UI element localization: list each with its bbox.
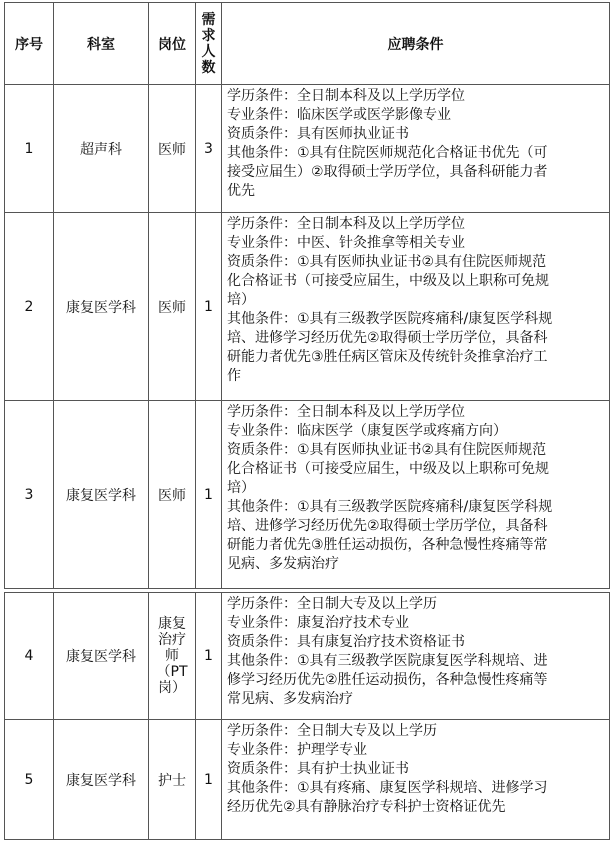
- requirement-line: 化合格证书（可接受应届生，中级及以上职称可免规: [227, 461, 549, 477]
- row-requirements: [222, 213, 610, 401]
- requirement-line: 其他条件：①具有三级教学医院康复医学科规培、进: [227, 653, 548, 669]
- row-index: 5: [5, 720, 54, 840]
- row-position: 医师: [149, 213, 196, 401]
- row-department: 康复医学科: [54, 213, 149, 401]
- row-position: [149, 593, 196, 720]
- requirement-line: 其他条件：①具有住院医师规范化合格证书优先（可: [227, 145, 548, 161]
- requirement-line: 学历条件：全日制大专及以上学历: [227, 723, 437, 739]
- position-line: 师: [165, 648, 179, 664]
- recruitment-table-lower: [4, 592, 610, 840]
- requirement-line: 专业条件：护理学专业: [227, 742, 367, 758]
- requirement-line: 其他条件：①具有疼痛、康复医学科规培、进修学习: [227, 780, 548, 796]
- table-row: [5, 213, 610, 401]
- row-count: 1: [196, 593, 222, 720]
- row-position: 医师: [149, 401, 196, 589]
- header-count-char: 人: [201, 43, 216, 60]
- row-index: 2: [5, 213, 54, 401]
- requirement-line: 专业条件：中医、针灸推拿等相关专业: [227, 235, 465, 251]
- table-row: [5, 401, 610, 589]
- requirement-line: 学历条件：全日制本科及以上学历学位: [227, 88, 465, 104]
- row-position: 医师: [149, 85, 196, 213]
- requirement-line: 资质条件：具有护士执业证书: [227, 761, 409, 777]
- header-department: 科室: [54, 3, 149, 85]
- requirement-line: 其他条件：①具有三级教学医院疼痛科/康复医学科规: [227, 499, 553, 515]
- row-requirements: [222, 85, 610, 213]
- position-line: 岗）: [158, 680, 186, 696]
- table-row: [5, 720, 610, 840]
- requirement-line: 资质条件：具有医师执业证书: [227, 126, 409, 142]
- requirement-line: 常见病、多发病治疗: [227, 691, 353, 707]
- requirement-line: 培、进修学习经历优先②取得硕士学历学位，具备科: [227, 330, 548, 346]
- header-requirements: 应聘条件: [222, 3, 610, 85]
- requirement-line: 作: [227, 368, 241, 384]
- requirement-line: 学历条件：全日制本科及以上学历学位: [227, 404, 465, 420]
- requirement-line: 专业条件：临床医学或医学影像专业: [227, 107, 451, 123]
- position-line: 康复: [158, 616, 186, 632]
- requirement-line: 专业条件：临床医学（康复医学或疼痛方向）: [227, 423, 507, 439]
- row-requirements: [222, 720, 610, 840]
- row-requirements: [222, 593, 610, 720]
- row-department: 康复医学科: [54, 401, 149, 589]
- requirement-line: 修学习经历优先②胜任运动损伤，各种急慢性疼痛等: [227, 672, 548, 688]
- requirement-line: 资质条件：①具有医师执业证书②具有住院医师规范: [227, 254, 547, 270]
- requirement-line: 优先: [227, 183, 255, 199]
- row-index: 3: [5, 401, 54, 589]
- row-count: 1: [196, 401, 222, 589]
- row-requirements: [222, 401, 610, 589]
- row-count: 3: [196, 85, 222, 213]
- requirement-line: 培）: [227, 480, 255, 496]
- row-position: 护士: [149, 720, 196, 840]
- requirement-line: 培、进修学习经历优先②取得硕士学历学位，具备科: [227, 518, 548, 534]
- requirement-line: 专业条件：康复治疗技术专业: [227, 615, 409, 631]
- table-row: [5, 593, 610, 720]
- requirement-line: 接受应届生）②取得硕士学历学位，具备科研能力者: [227, 164, 548, 180]
- row-count: 1: [196, 720, 222, 840]
- requirement-line: 资质条件：具有康复治疗技术资格证书: [227, 634, 465, 650]
- header-count-char: 求: [201, 27, 216, 44]
- header-count: [196, 3, 222, 85]
- row-department: 康复医学科: [54, 593, 149, 720]
- requirement-line: 研能力者优先③胜任运动损伤，各种急慢性疼痛等常: [227, 537, 548, 553]
- position-line: 治疗: [158, 632, 186, 648]
- row-index: 1: [5, 85, 54, 213]
- requirement-line: 化合格证书（可接受应届生，中级及以上职称可免规: [227, 273, 549, 289]
- position-line: （PT: [156, 664, 188, 680]
- header-count-char: 需: [201, 11, 216, 28]
- header-row: [5, 3, 610, 85]
- requirement-line: 见病、多发病治疗: [227, 556, 339, 572]
- header-position: 岗位: [149, 3, 196, 85]
- requirement-line: 学历条件：全日制本科及以上学历学位: [227, 216, 465, 232]
- requirement-line: 资质条件：①具有医师执业证书②具有住院医师规范: [227, 442, 547, 458]
- row-department: 康复医学科: [54, 720, 149, 840]
- header-index: 序号: [5, 3, 54, 85]
- requirement-line: 培）: [227, 292, 255, 308]
- requirement-line: 研能力者优先③胜任病区管床及传统针灸推拿治疗工: [227, 349, 548, 365]
- requirement-line: 其他条件：①具有三级教学医院疼痛科/康复医学科规: [227, 311, 553, 327]
- row-index: 4: [5, 593, 54, 720]
- table-row: [5, 85, 610, 213]
- requirement-line: 学历条件：全日制大专及以上学历: [227, 596, 437, 612]
- row-department: 超声科: [54, 85, 149, 213]
- requirement-line: 经历优先②具有静脉治疗专科护士资格证优先: [227, 799, 506, 815]
- header-count-char: 数: [201, 59, 216, 76]
- row-count: 1: [196, 213, 222, 401]
- recruitment-table-upper: [4, 2, 610, 589]
